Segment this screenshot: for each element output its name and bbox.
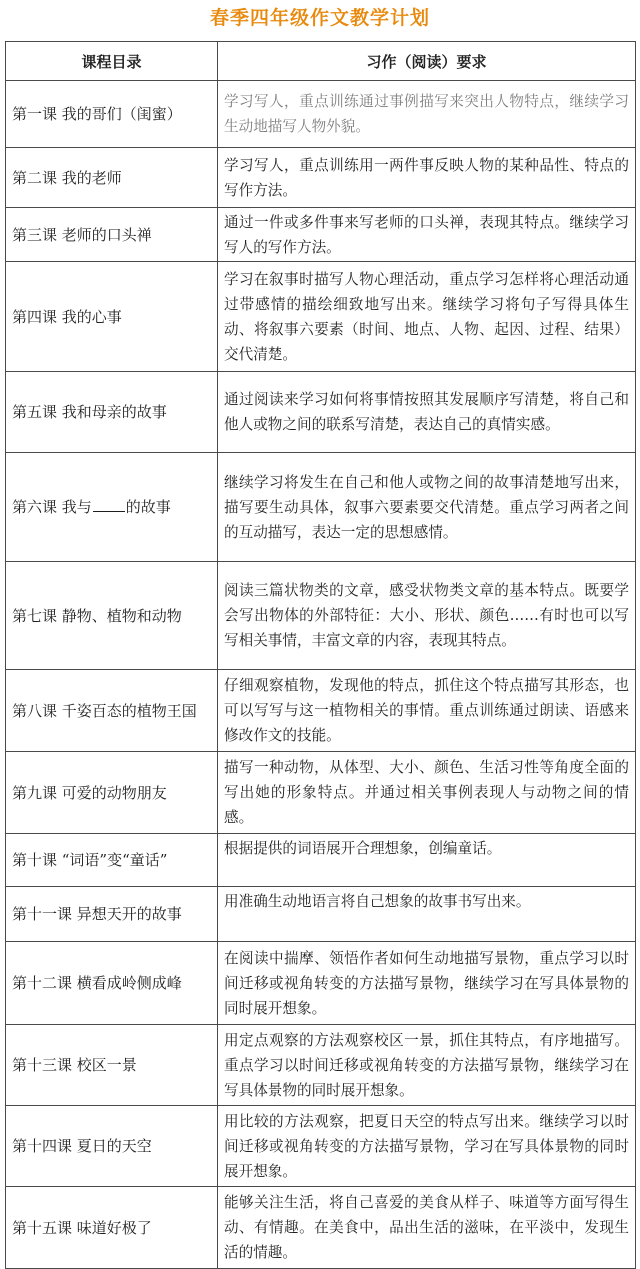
header-requirement: 习作（阅读）要求: [218, 42, 636, 81]
lesson-title: 第三课 老师的口头禅: [6, 208, 218, 262]
lesson-title: 第十一课 异想天开的故事: [6, 887, 218, 942]
table-row: [6, 148, 636, 208]
lesson-requirement: 根据提供的词语展开合理想象，创编童话。: [218, 834, 636, 887]
lesson-title: 第二课 我的老师: [6, 148, 218, 208]
table-header-row: [6, 42, 636, 81]
lesson-requirement: 用比较的方法观察，把夏日天空的特点写出来。继续学习以时间迁移或视角转变的方法描写景物，学习在写具体景物的同时展开想象。: [218, 1106, 636, 1187]
lesson-requirement: 描写一种动物，从体型、大小、颜色、生活习性等角度全面的写出她的形象特点。并通过相关事例表现人与动物之间的情感。: [218, 752, 636, 834]
lesson-title: 第十五课 味道好极了: [6, 1187, 218, 1269]
lesson-requirement: 学习写人，重点训练用一两件事反映人物的某种品性、特点的写作方法。: [218, 148, 636, 208]
lesson-title-prefix: 第六课 我与: [12, 498, 92, 516]
table-row: [6, 208, 636, 262]
table-row: [6, 670, 636, 752]
lesson-requirement: 用定点观察的方法观察校区一景，抓住其特点，有序地描写。重点学习以时间迁移或视角转变的方法描写景物，继续学习在写具体景物的同时展开想象。: [218, 1025, 636, 1106]
lesson-title: 第七课 静物、植物和动物: [6, 562, 218, 670]
table-row: [6, 887, 636, 942]
lesson-requirement: 继续学习将发生在自己和他人或物之间的故事清楚地写出来，描写要生动具体，叙事六要素要交代清楚。重点学习两者之间的互动描写，表达一定的思想感情。: [218, 453, 636, 562]
lesson-title: 第五课 我和母亲的故事: [6, 372, 218, 453]
table-row: [6, 752, 636, 834]
table-row: [6, 81, 636, 148]
lesson-requirement: 学习在叙事时描写人物心理活动，重点学习怎样将心理活动通过带感情的描绘细致地写出来。继续学习将句子写得具体生动、将叙事六要素（时间、地点、人物、起因、过程、结果）交代清楚。: [218, 262, 636, 372]
lesson-title: 第一课 我的哥们（闺蜜）: [6, 81, 218, 148]
lesson-requirement: 能够关注生活，将自己喜爱的美食从样子、味道等方面写得生动、有情趣。在美食中，品出生活的滋味，在平淡中，发现生活的情趣。: [218, 1187, 636, 1269]
lesson-requirement: 通过一件或多件事来写老师的口头禅，表现其特点。继续学习写人的写作方法。: [218, 208, 636, 262]
table-row: [6, 262, 636, 372]
table-row: [6, 372, 636, 453]
table-row: [6, 834, 636, 887]
lesson-requirement: 阅读三篇状物类的文章，感受状物类文章的基本特点。既要学会写出物体的外部特征：大小、形状、颜色……有时也可以写写相关事情，丰富文章的内容，表现其特点。: [218, 562, 636, 670]
header-lesson-catalog: 课程目录: [6, 42, 218, 81]
lesson-requirement: 仔细观察植物，发现他的特点，抓住这个特点描写其形态，也可以写写与这一植物相关的事情。重点训练通过朗读、语感来修改作文的技能。: [218, 670, 636, 752]
table-row: [6, 562, 636, 670]
lesson-title: 第十课 “词语”变“童话”: [6, 834, 218, 887]
lesson-title: 第四课 我的心事: [6, 262, 218, 372]
table-row: [6, 1187, 636, 1269]
lesson-title: 第十四课 夏日的天空: [6, 1106, 218, 1187]
lesson-requirement: 通过阅读来学习如何将事情按照其发展顺序写清楚，将自己和他人或物之间的联系写清楚，表达自己的真情实感。: [218, 372, 636, 453]
table-row: [6, 453, 636, 562]
lesson-title-suffix: 的故事: [125, 498, 171, 516]
lesson-title: 第十二课 横看成岭侧成峰: [6, 942, 218, 1025]
table-row: [6, 1106, 636, 1187]
lesson-title: [6, 453, 218, 562]
lesson-requirement: 学习写人，重点训练通过事例描写来突出人物特点，继续学习生动地描写人物外貌。: [218, 81, 636, 148]
lesson-plan-table: [5, 41, 636, 1269]
table-row: [6, 942, 636, 1025]
table-row: [6, 1025, 636, 1106]
lesson-requirement: 用准确生动地语言将自己想象的故事书写出来。: [218, 887, 636, 942]
lesson-title: 第十三课 校区一景: [6, 1025, 218, 1106]
lesson-requirement: 在阅读中揣摩、领悟作者如何生动地描写景物，重点学习以时间迁移或视角转变的方法描写景物，继续学习在写具体景物的同时展开想象。: [218, 942, 636, 1025]
lesson-title: 第八课 千姿百态的植物王国: [6, 670, 218, 752]
page-title: 春季四年级作文教学计划: [209, 7, 430, 29]
lesson-title: 第九课 可爱的动物朋友: [6, 752, 218, 834]
fill-in-blank: [93, 496, 125, 512]
